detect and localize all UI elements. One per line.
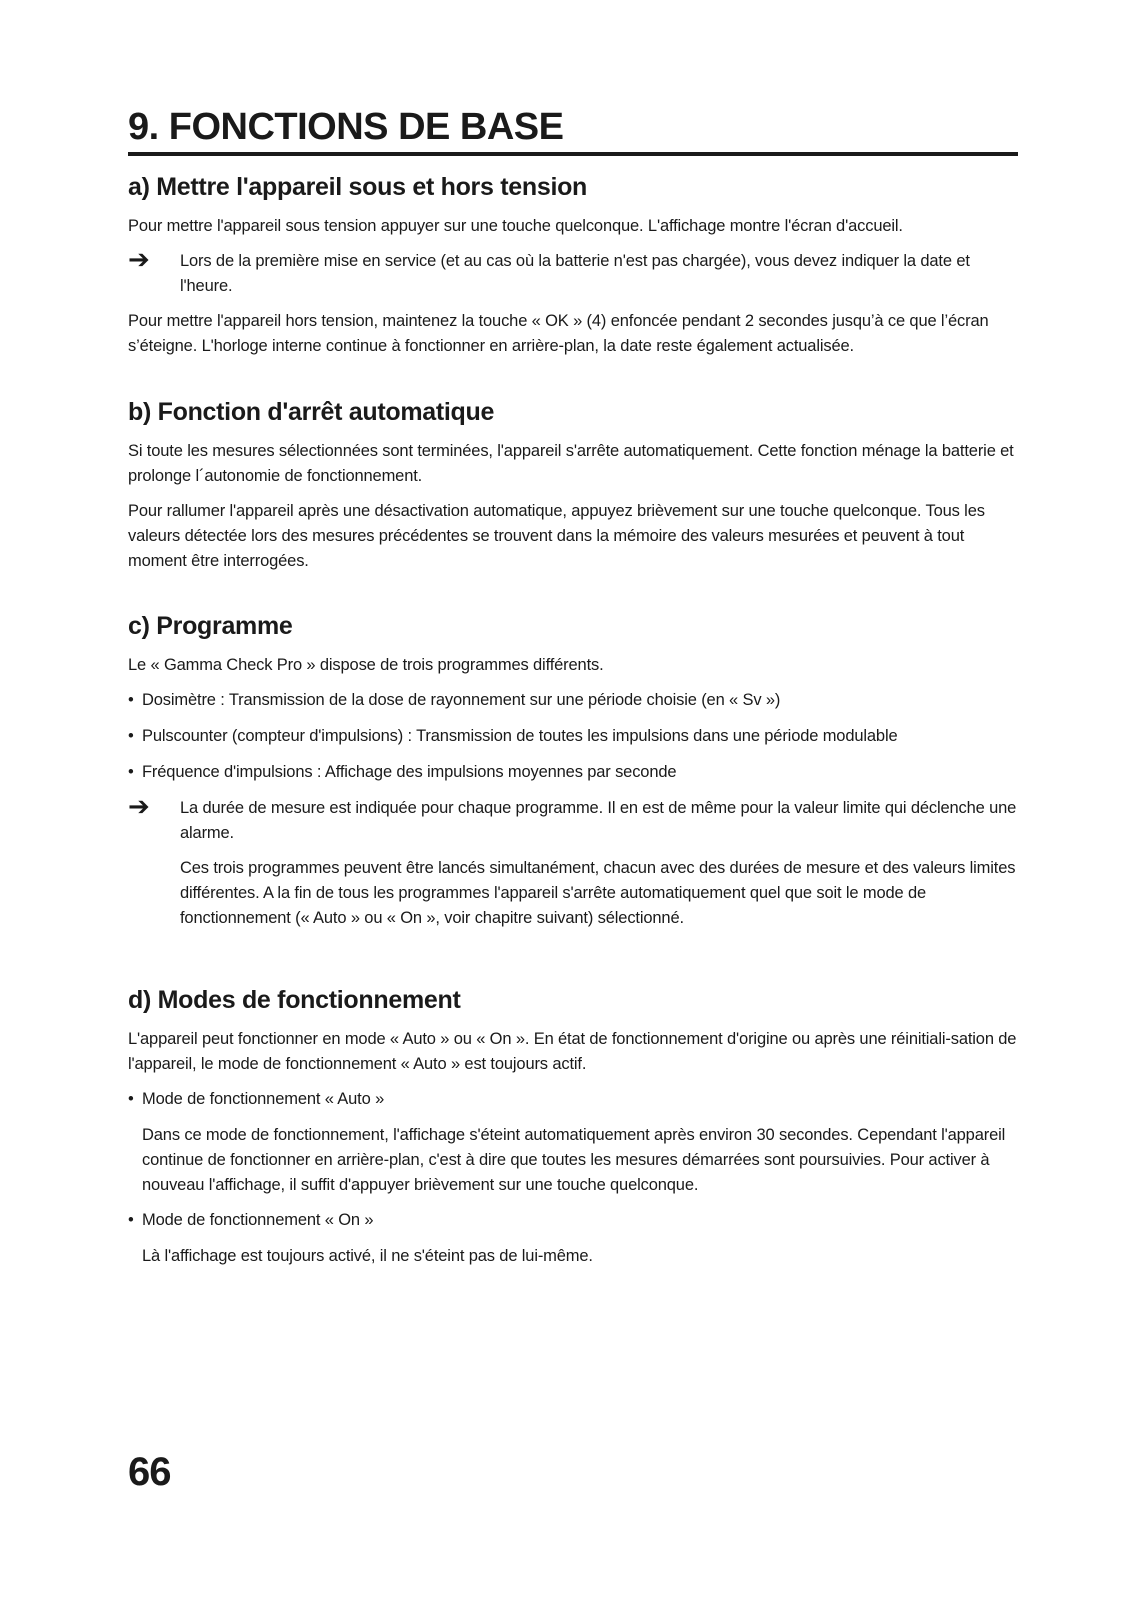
list-item-text: Mode de fonctionnement « Auto » bbox=[142, 1090, 385, 1108]
list-item bbox=[128, 688, 1018, 713]
list-item-text: Pulscounter (compteur d'impulsions) : Transmission de toutes les impulsions dans une période modulable bbox=[142, 727, 898, 745]
list-item-text: Fréquence d'impulsions : Affichage des impulsions moyennes par seconde bbox=[142, 763, 677, 781]
section-a-paragraph-1: Pour mettre l'appareil sous tension appuyer sur une touche quelconque. L'affichage montre l'écran d'accueil. bbox=[128, 217, 903, 235]
chapter-underline bbox=[128, 152, 1018, 156]
section-c-note bbox=[128, 791, 1018, 931]
chapter-title: 9. FONCTIONS DE BASE bbox=[128, 106, 564, 148]
bullet-icon: • bbox=[128, 727, 134, 745]
section-a-note bbox=[128, 244, 1018, 299]
right-arrow-icon: ➔ bbox=[128, 791, 150, 821]
section-d-paragraph-1: L'appareil peut fonctionner en mode « Auto » ou « On ». En état de fonctionnement d'origine ou après une réinitiali-sation de l'appareil, le mode de fonctionnement « Auto » est toujours actif. bbox=[128, 1030, 1017, 1073]
section-d-title: d) Modes de fonctionnement bbox=[128, 986, 461, 1014]
list-item-text: Dosimètre : Transmission de la dose de rayonnement sur une période choisie (en « Sv ») bbox=[142, 691, 781, 709]
list-item bbox=[128, 1208, 1018, 1233]
list-item-text: Mode de fonctionnement « On » bbox=[142, 1211, 374, 1229]
right-arrow-icon: ➔ bbox=[128, 244, 150, 274]
section-b-paragraph-2: Pour rallumer l'appareil après une désactivation automatique, appuyez brièvement sur une touche quelconque. Tous les valeurs détectée lors des mesures précédentes se trouvent dans la mémoire des valeurs mesurées et peuvent à tout moment être interrogées. bbox=[128, 502, 985, 570]
section-c-title: c) Programme bbox=[128, 612, 293, 640]
section-a-paragraph-2: Pour mettre l'appareil hors tension, maintenez la touche « OK » (4) enfoncée pendant 2 secondes jusqu’à ce que l’écran s’éteigne. L'horloge interne continue à fonctionner en arrière-plan, la date reste également actualisée. bbox=[128, 312, 989, 355]
bullet-icon: • bbox=[128, 763, 134, 781]
list-item bbox=[128, 724, 1018, 749]
section-b-paragraph-1: Si toute les mesures sélectionnées sont terminées, l'appareil s'arrête automatiquement. Cette fonction ménage la batterie et prolonge l´autonomie de fonctionnement. bbox=[128, 442, 1014, 485]
section-c-note-text-1: La durée de mesure est indiquée pour chaque programme. Il en est de même pour la valeur limite qui déclenche une alarme. bbox=[180, 799, 1017, 842]
list-item bbox=[128, 760, 1018, 785]
section-d-on-description: Là l'affichage est toujours activé, il ne s'éteint pas de lui-même. bbox=[142, 1247, 593, 1265]
bullet-icon: • bbox=[128, 691, 134, 709]
bullet-icon: • bbox=[128, 1211, 134, 1229]
section-b-title: b) Fonction d'arrêt automatique bbox=[128, 398, 495, 426]
bullet-icon: • bbox=[128, 1090, 134, 1108]
section-d-auto-description: Dans ce mode de fonctionnement, l'affichage s'éteint automatiquement après environ 30 secondes. Cependant l'appareil continue de fonctionner en arrière-plan, c'est à dire que toutes les mesures démarrées sont poursuivies. Pour activer à nouveau l'affichage, il suffit d'appuyer brièvement sur une touche quelconque. bbox=[142, 1126, 1006, 1194]
section-a-title: a) Mettre l'appareil sous et hors tension bbox=[128, 173, 588, 201]
list-item bbox=[128, 1087, 1018, 1112]
section-c-note-text-2: Ces trois programmes peuvent être lancés simultanément, chacun avec des durées de mesure et des valeurs limites différentes. A la fin de tous les programmes l'appareil s'arrête automatiquement quel que soit le mode de fonctionnement (« Auto » ou « On », voir chapitre suivant) sélectionné. bbox=[180, 859, 1016, 927]
section-a bbox=[128, 172, 1018, 369]
section-d bbox=[128, 985, 1018, 1279]
section-a-note-text: Lors de la première mise en service (et au cas où la batterie n'est pas chargée), vous devez indiquer la date et l'heure. bbox=[180, 252, 970, 295]
section-c bbox=[128, 611, 1018, 941]
section-b bbox=[128, 397, 1018, 584]
section-c-paragraph-1: Le « Gamma Check Pro » dispose de trois programmes différents. bbox=[128, 656, 604, 674]
page-number: 66 bbox=[128, 1450, 171, 1494]
